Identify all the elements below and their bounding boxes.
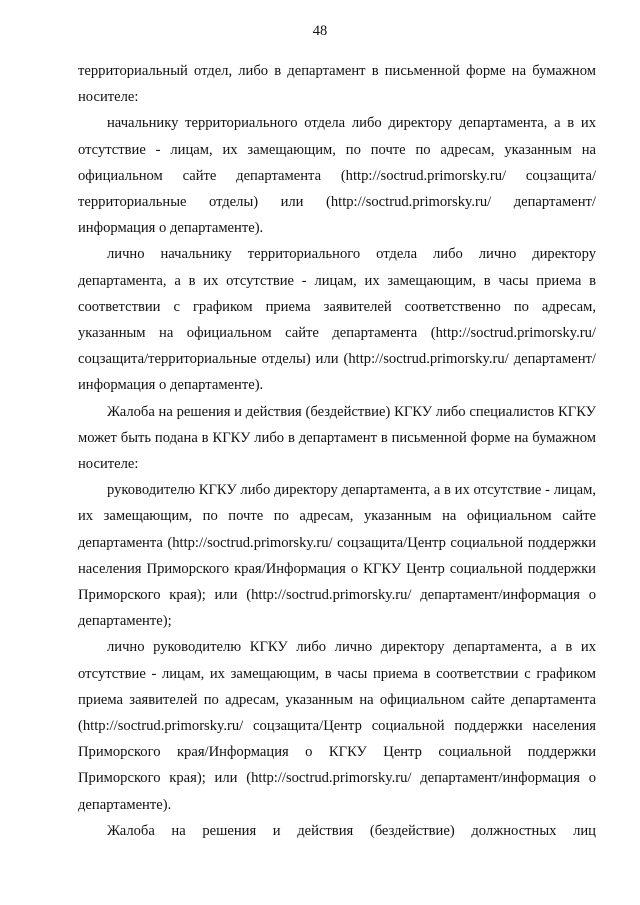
paragraph-in-person-territorial: лично начальнику территориального отдела либо лично директору департамента, а в их отсутствие - лицам, их замещающим, в часы приема в соответствии с графиком приема заявителей соответственно по адресам, указанным на официальном сайте департамента (http://soctrud.primorsky.ru/ соцзащита/территориальные отделы) или (http://soctrud.primorsky.ru/ департамент/информация о департаменте).	[78, 246, 596, 394]
paragraph-mail-kgku: руководителю КГКУ либо директору департамента, а в их отсутствие - лицам, их замещающим, по почте по адресам, указанным на официальном сайте департамента (http://soctrud.primorsky.ru/ соцзащита/Центр социальной поддержки населения Приморского края/Информация о КГКУ Центр социальной поддержки Приморского края); или (http://soctrud.primorsky.ru/ департамент/информация о департаменте);	[78, 482, 596, 630]
paragraph-complaint-officials: Жалоба на решения и действия (бездействие) должностных лиц	[107, 822, 596, 839]
paragraph-mail-territorial: начальнику территориального отдела либо директору департамента, а в их отсутствие - лицам, их замещающим, по почте по адресам, указанным на официальном сайте департамента (http://soctrud.primorsky.ru/ соцзащита/территориальные отделы) или (http://soctrud.primorsky.ru/ департамент/информация о департаменте).	[78, 115, 596, 237]
paragraph-continuation: территориальный отдел, либо в департамент в письменной форме на бумажном носителе:	[78, 63, 596, 106]
page-number: 48	[312, 23, 328, 39]
paragraph-complaint-kgku: Жалоба на решения и действия (бездействие) КГКУ либо специалистов КГКУ может быть подана в КГКУ либо в департамент в письменной форме на бумажном носителе:	[78, 403, 596, 473]
document-body	[78, 58, 596, 844]
paragraph-in-person-kgku: лично руководителю КГКУ либо лично директору департамента, а в их отсутствие - лицам, их замещающим, в часы приема в соответствии с графиком приема заявителей по адресам, указанным на официальном сайте департамента (http://soctrud.primorsky.ru/ соцзащита/Центр социальной поддержки населения Приморского края/Информация о КГКУ Центр социальной поддержки Приморского края); или (http://soctrud.primorsky.ru/ департамент/информация о департаменте).	[78, 639, 596, 813]
